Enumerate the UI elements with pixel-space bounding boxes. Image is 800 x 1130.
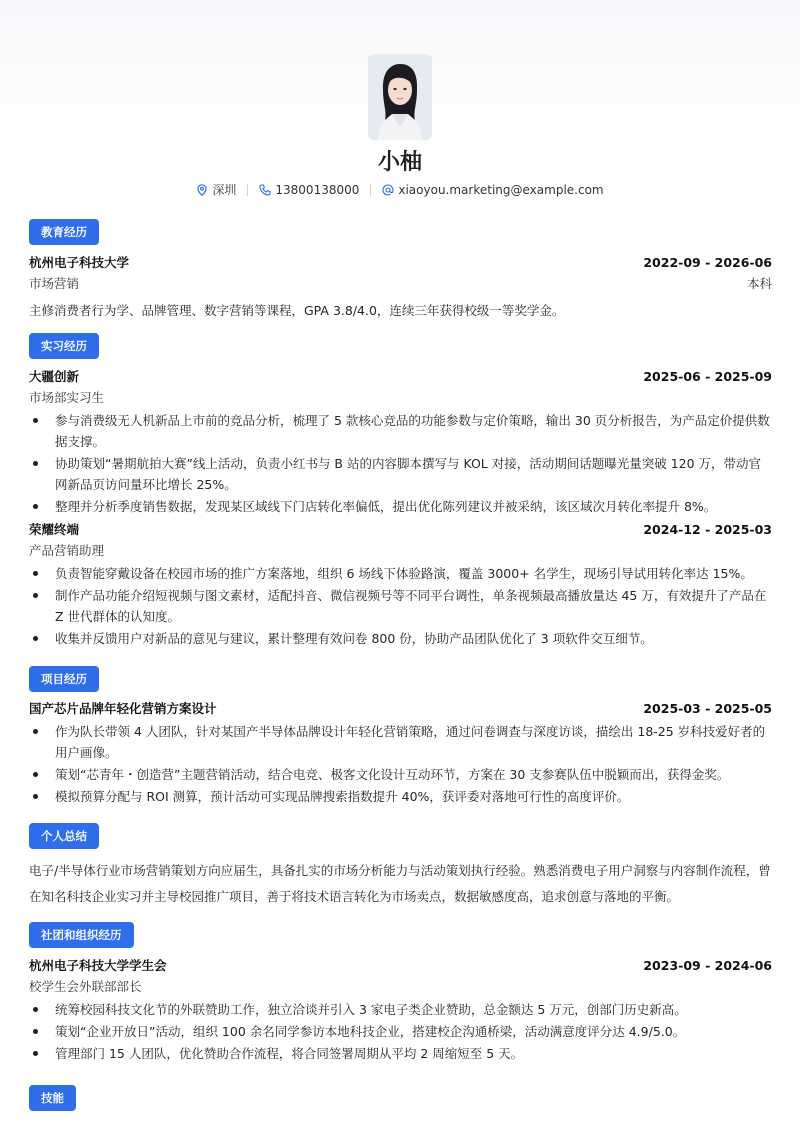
candidate-name: 小柚	[377, 150, 422, 175]
resume-header	[0, 54, 800, 198]
education-section	[29, 252, 772, 321]
school-name: 杭州电子科技大学	[29, 255, 130, 270]
education-header-row	[29, 252, 772, 273]
club-entry	[29, 955, 772, 1065]
club-header-row	[29, 955, 772, 976]
club-date: 2023-09 - 2024-06	[643, 958, 772, 973]
list-item: 制作产品功能介绍短视频与图文素材，适配抖音、微信视频号等不同平台调性，单条视频最高播放量达 45 万，有效提升了产品在 Z 世代群体的认知度。	[29, 585, 772, 627]
contact-bar	[0, 182, 800, 198]
major: 市场营销	[29, 276, 80, 291]
contact-phone	[259, 182, 359, 198]
internship-bullets	[29, 410, 772, 517]
section-tag-summary: 个人总结	[29, 823, 99, 849]
project-date: 2025-03 - 2025-05	[643, 701, 772, 716]
organization-name: 杭州电子科技大学学生会	[29, 958, 167, 973]
section-tag-projects: 项目经历	[29, 666, 99, 692]
list-item: 整理并分析季度销售数据，发现某区域线下门店转化率偏低，提出优化陈列建议并被采纳，该区域次月转化率提升 8%。	[29, 496, 772, 517]
section-tag-skills: 技能	[29, 1085, 76, 1111]
list-item: 模拟预算分配与 ROI 测算，预计活动可实现品牌搜索指数提升 40%，获评委对落地可行性的高度评价。	[29, 786, 772, 807]
internship-role: 市场部实习生	[29, 390, 105, 405]
list-item: 策划“芯青年・创造营”主题营销活动，结合电竞、极客文化设计互动环节，方案在 30 支参赛队伍中脱颖而出，获得金奖。	[29, 764, 772, 785]
education-sub-row	[29, 273, 772, 294]
list-item: 参与消费级无人机新品上市前的竞品分析，梳理了 5 款核心竞品的功能参数与定价策略，输出 30 页分析报告，为产品定价提供数据支撑。	[29, 410, 772, 452]
club-role: 校学生会外联部部长	[29, 979, 142, 994]
email-text[interactable]: xiaoyou.marketing@example.com	[398, 183, 604, 197]
contact-email	[382, 182, 603, 198]
degree: 本科	[746, 276, 772, 291]
location-pin-icon	[196, 184, 208, 196]
portrait-illustration	[368, 54, 432, 140]
internship-header-row	[29, 519, 772, 540]
list-item: 管理部门 15 人团队，优化赞助合作流程，将合同签署周期从平均 2 周缩短至 5 天。	[29, 1043, 772, 1064]
company-name: 荣耀终端	[29, 522, 80, 537]
section-tag-clubs: 社团和组织经历	[29, 922, 134, 948]
profile-photo	[368, 54, 432, 140]
phone-text[interactable]: 13800138000	[275, 183, 360, 197]
project-title: 国产芯片品牌年轻化营销方案设计	[29, 701, 217, 716]
internship-role: 产品营销助理	[29, 543, 105, 558]
internship-bullets	[29, 563, 772, 649]
list-item: 作为队长带领 4 人团队，针对某国产半导体品牌设计年轻化营销策略，通过问卷调查与深度访谈，描绘出 18-25 岁科技爱好者的用户画像。	[29, 721, 772, 763]
section-tag-internships: 实习经历	[29, 333, 99, 359]
summary-text: 电子/半导体行业市场营销策划方向应届生，具备扎实的市场分析能力与活动策划执行经验。熟悉消费电子用户洞察与内容制作流程，曾在知名科技企业实习并主导校园推广项目，善于将技术语言转化为市场卖点，数据敏感度高，追求创意与落地的平衡。	[29, 863, 771, 904]
education-date: 2022-09 - 2026-06	[643, 255, 772, 270]
list-item: 策划“企业开放日”活动，组织 100 余名同学参访本地科技企业，搭建校企沟通桥梁，活动满意度评分达 4.9/5.0。	[29, 1021, 772, 1042]
club-bullets	[29, 999, 772, 1064]
internship-date: 2025-06 - 2025-09	[643, 369, 772, 384]
at-sign-icon	[382, 184, 394, 196]
project-bullets	[29, 721, 772, 807]
internship-date: 2024-12 - 2025-03	[643, 522, 772, 537]
phone-icon	[259, 184, 271, 196]
section-tag-education: 教育经历	[29, 219, 99, 245]
internship-header-row	[29, 366, 772, 387]
location-text: 深圳	[212, 183, 237, 197]
list-item: 协助策划“暑期航拍大赛”线上活动，负责小红书与 B 站的内容脚本撰写与 KOL 对接，活动期间话题曝光量突破 120 万，带动官网新品页访问量环比增长 25%。	[29, 453, 772, 495]
internship-entry	[29, 366, 772, 518]
education-description: 主修消费者行为学、品牌管理、数字营销等课程，GPA 3.8/4.0，连续三年获得校级一等奖学金。	[29, 303, 565, 318]
project-entry	[29, 698, 772, 808]
list-item: 统筹校园科技文化节的外联赞助工作，独立洽谈并引入 3 家电子类企业赞助，总金额达 5 万元，创部门历史新高。	[29, 999, 772, 1020]
list-item: 收集并反馈用户对新品的意见与建议，累计整理有效问卷 800 份，协助产品团队优化了 3 项软件交互细节。	[29, 628, 772, 649]
list-item: 负责智能穿戴设备在校园市场的推广方案落地，组织 6 场线下体验路演，覆盖 3000+ 名学生，现场引导试用转化率达 15%。	[29, 563, 772, 584]
company-name: 大疆创新	[29, 369, 80, 384]
contact-divider	[247, 184, 248, 196]
project-header-row	[29, 698, 772, 719]
contact-divider	[370, 184, 371, 196]
contact-location	[196, 182, 236, 198]
internship-entry	[29, 519, 772, 650]
